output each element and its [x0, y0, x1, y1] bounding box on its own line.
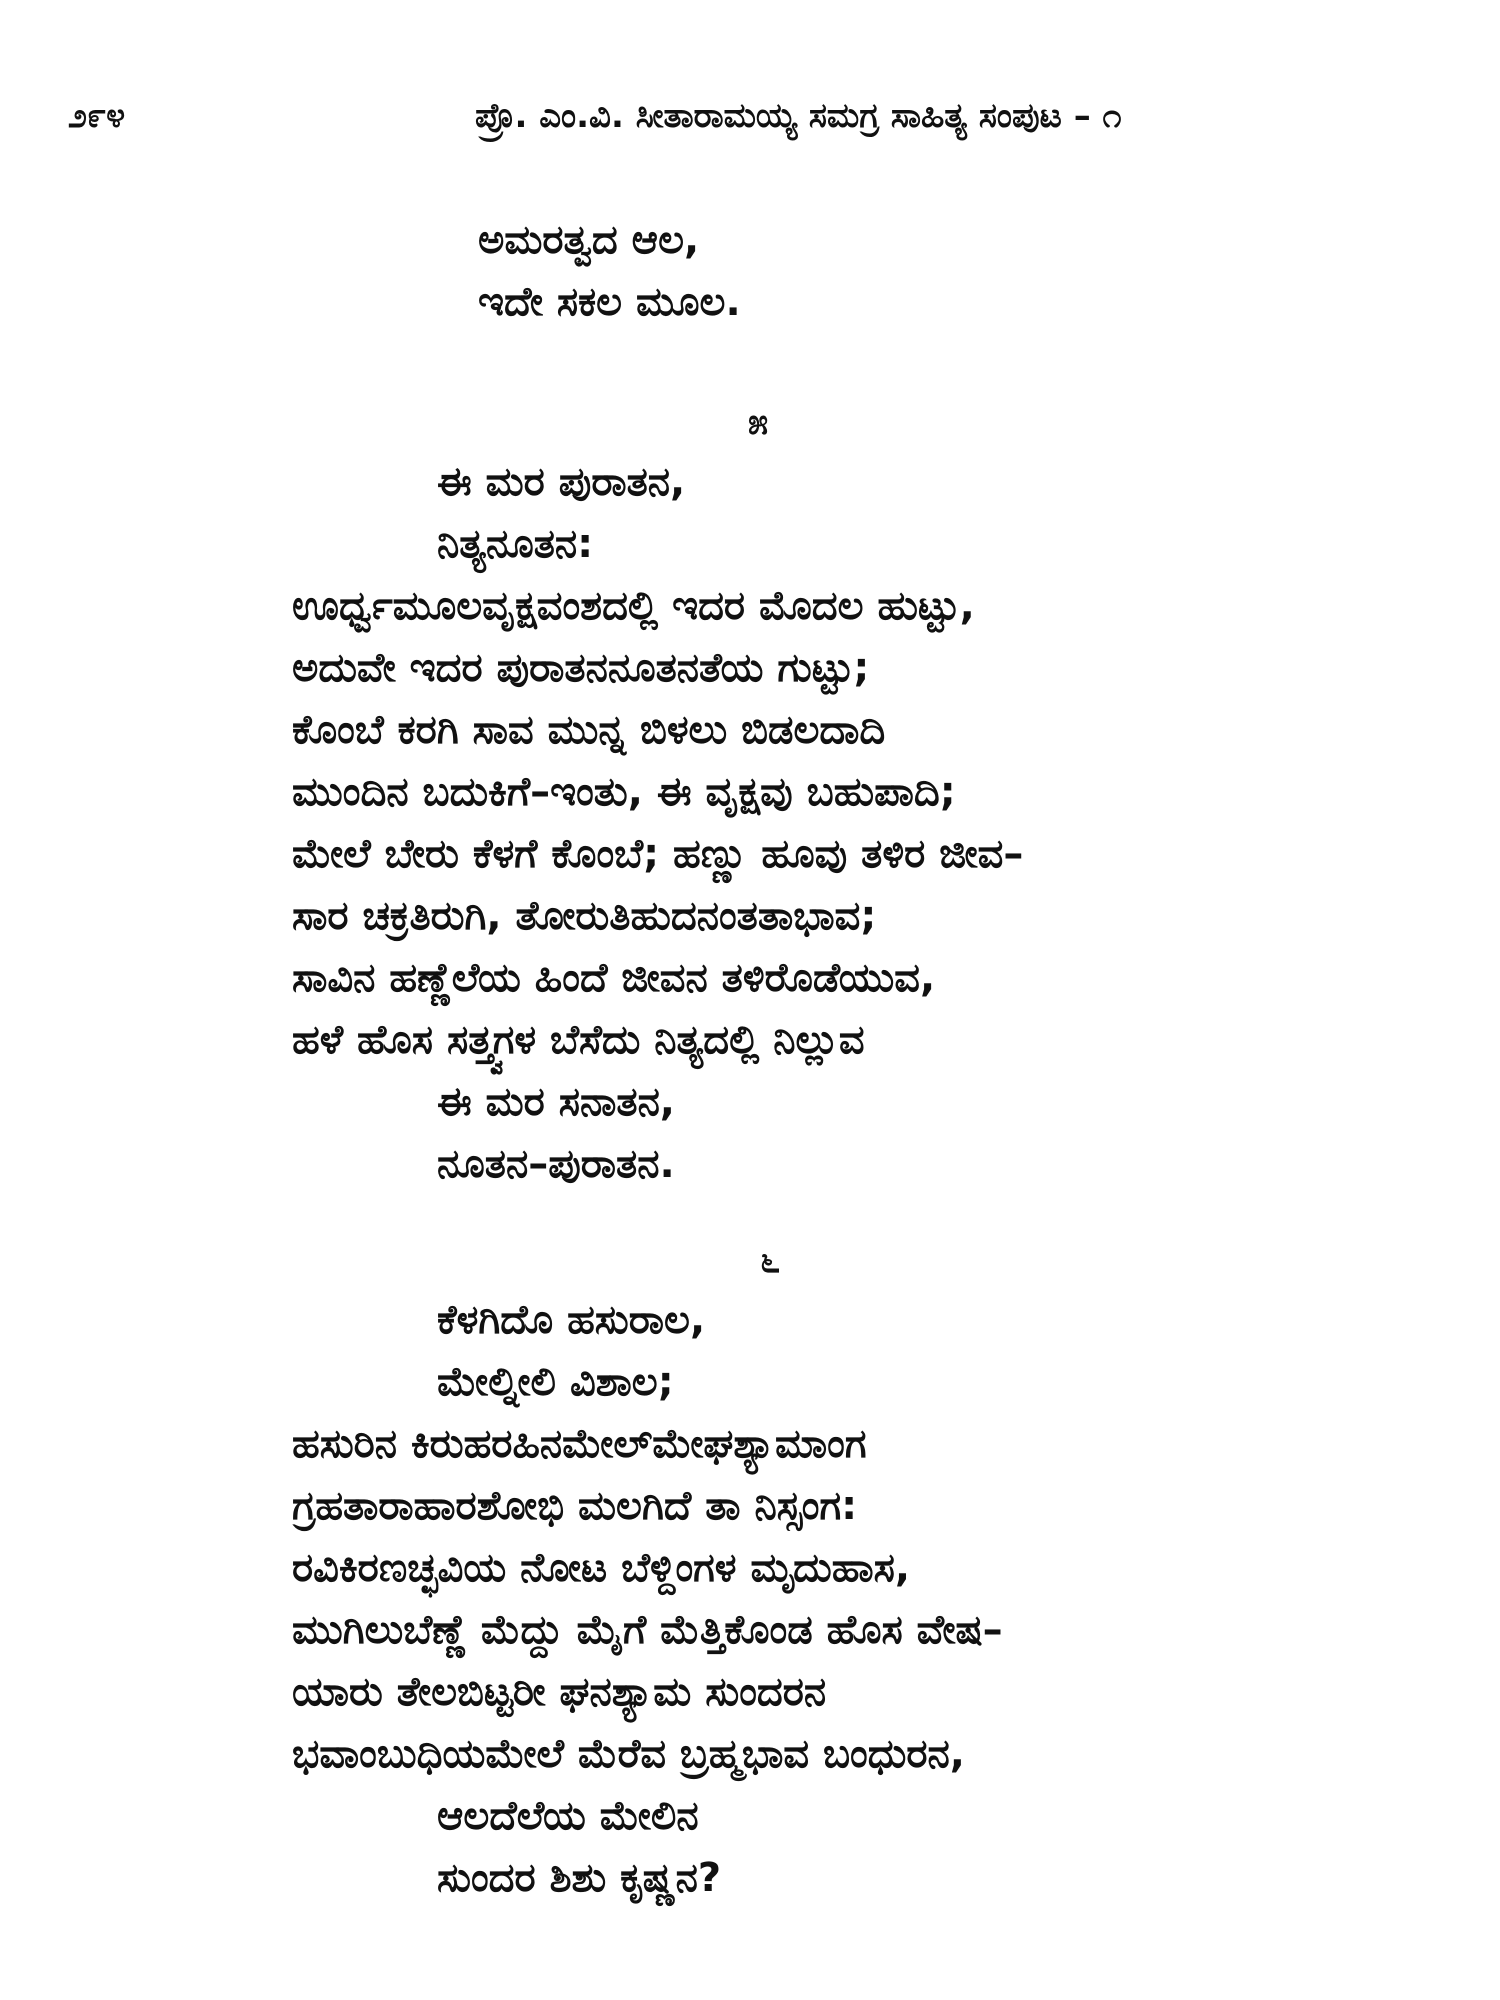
verse-line: ಸುಂದರ ಶಿಶು ಕೃಷ್ಣನ? — [437, 1855, 722, 1901]
verse-line: ಹಳೆ ಹೊಸ ಸತ್ತ್ವಗಳ ಬೆಸೆದು ನಿತ್ಯದಲ್ಲಿ ನಿಲ್ಲುವ — [292, 1017, 865, 1063]
verse-line: ನೂತನ–ಪುರಾತನ. — [437, 1141, 675, 1187]
verse-line: ಈ ಮರ ಸನಾತನ, — [437, 1079, 676, 1125]
verse-line: ಹಸುರಿನ ಕಿರುಹರಹಿನಮೇಲ್‌ಮೇಘಶ್ಯಾಮಾಂಗ — [292, 1421, 867, 1467]
page-header — [0, 96, 1500, 146]
verse-line: ನಿತ್ಯನೂತನ: — [437, 521, 594, 567]
verse-line: ಮುಗಿಲುಬೆಣ್ಣೆ ಮೆದ್ದು ಮೈಗೆ ಮೆತ್ತಿಕೊಂಡ ಹೊಸ ವೇಷ– — [292, 1607, 1003, 1653]
verse-line: ಊರ್ಧ್ವಮೂಲವೃಕ್ಷವಂಶದಲ್ಲಿ ಇದರ ಮೊದಲ ಹುಟ್ಟು, — [292, 583, 975, 629]
stanza-number: ೬ — [760, 1240, 781, 1281]
stanza-number: ೫ — [748, 402, 769, 443]
verse-line: ಕೆಳಗಿದೊ ಹಸುರಾಲ, — [437, 1297, 706, 1343]
verse-line: ಗ್ರಹತಾರಾಹಾರಶೋಭಿ ಮಲಗಿದೆ ತಾ ನಿಸ್ಸಂಗ: — [292, 1483, 858, 1529]
verse-line: ಅಮರತ್ವದ ಆಲ, — [478, 217, 700, 263]
verse-line: ಭವಾಂಬುಧಿಯಮೇಲೆ ಮೆರೆವ ಬ್ರಹ್ಮಭಾವ ಬಂಧುರನ, — [292, 1731, 965, 1777]
verse-line: ಅದುವೇ ಇದರ ಪುರಾತನನೂತನತೆಯ ಗುಟ್ಟು; — [292, 645, 870, 691]
running-title: ಪ್ರೊ. ಎಂ.ವಿ. ಸೀತಾರಾಮಯ್ಯ ಸಮಗ್ರ ಸಾಹಿತ್ಯ ಸಂಪುಟ – ೧ — [475, 96, 1122, 136]
verse-line: ರವಿಕಿರಣಚ್ಛವಿಯ ನೋಟ ಬೆಳ್ದಿಂಗಳ ಮೃದುಹಾಸ, — [292, 1545, 911, 1591]
verse-line: ಇದೇ ಸಕಲ ಮೂಲ. — [478, 279, 741, 325]
verse-line: ಯಾರು ತೇಲಬಿಟ್ಟರೀ ಘನಶ್ಯಾಮ ಸುಂದರನ — [292, 1669, 827, 1715]
verse-line: ಮೇಲ್ನೀಲಿ ವಿಶಾಲ; — [437, 1359, 674, 1405]
verse-line: ಸಾರ ಚಕ್ರತಿರುಗಿ, ತೋರುತಿಹುದನಂತತಾಭಾವ; — [292, 893, 877, 939]
verse-line: ಮೇಲೆ ಬೇರು ಕೆಳಗೆ ಕೊಂಬೆ; ಹಣ್ಣು ಹೂವು ತಳಿರ ಜೀವ– — [292, 831, 1024, 877]
verse-line: ಆಲದೆಲೆಯ ಮೇಲಿನ — [437, 1793, 699, 1839]
page-number: ೨೯೪ — [68, 96, 126, 136]
verse-line: ಸಾವಿನ ಹಣ್ಣೆಲೆಯ ಹಿಂದೆ ಜೀವನ ತಳಿರೊಡೆಯುವ, — [292, 955, 936, 1001]
verse-line: ಕೊಂಬೆ ಕರಗಿ ಸಾವ ಮುನ್ನ ಬಿಳಲು ಬಿಡಲದಾದಿ — [292, 707, 886, 753]
verse-line: ಈ ಮರ ಪುರಾತನ, — [437, 459, 686, 505]
verse-line: ಮುಂದಿನ ಬದುಕಿಗೆ–ಇಂತು, ಈ ವೃಕ್ಷವು ಬಹುಪಾದಿ; — [292, 769, 956, 815]
